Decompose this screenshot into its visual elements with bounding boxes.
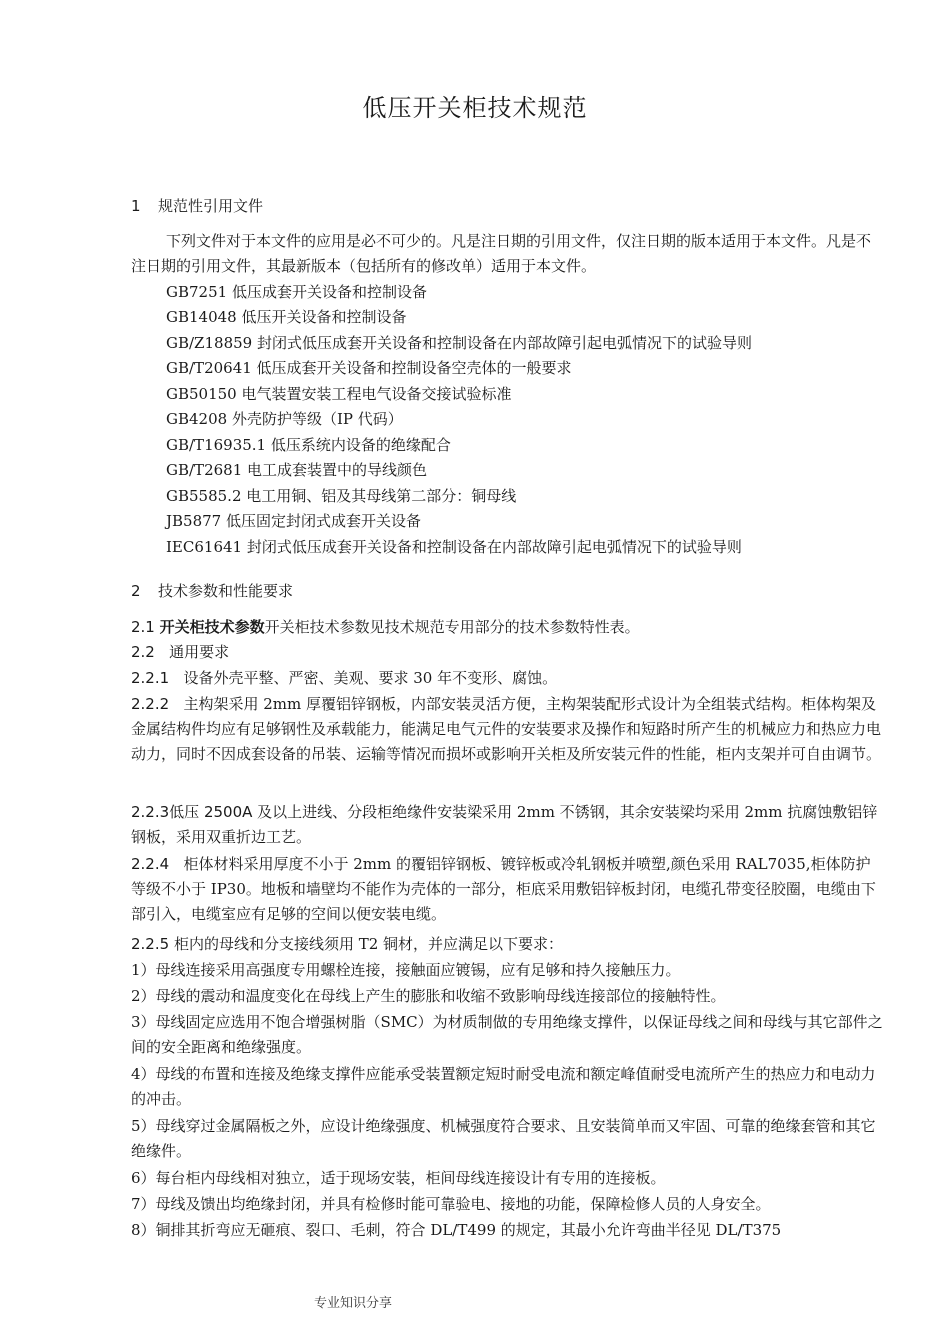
reference-item: GB50150 电气装置安装工程电气设备交接试验标准	[166, 385, 512, 403]
clause-2-1	[131, 615, 883, 640]
list-item: 3）母线固定应选用不饱合增强树脂（SMC）为材质制做的专用绝缘支撑件，以保证母线之间和母线与其它部件之间的安全距离和绝缘强度。	[131, 1013, 883, 1056]
list-item: 7）母线及馈出均绝缘封闭，并具有检修时能可靠验电、接地的功能，保障检修人员的人身安全。	[131, 1195, 771, 1213]
list-item: 4）母线的布置和连接及绝缘支撑件应能承受装置额定短时耐受电流和额定峰值耐受电流所产生的热应力和电动力的冲击。	[131, 1065, 876, 1108]
list-item: 6）每台柜内母线相对独立，适于现场安装，柜间母线连接设计有专用的连接板。	[131, 1169, 666, 1187]
clause-2-2-2	[131, 692, 883, 767]
clause-text-prefix: 低压	[169, 803, 204, 821]
list-item: 5）母线穿过金属隔板之外，应设计绝缘强度、机械强度符合要求、且安装简单而又牢固、可靠的绝缘套管和其它绝缘件。	[131, 1117, 876, 1160]
clause-term: 开关柜技术参数	[159, 618, 265, 636]
reference-item: IEC61641 封闭式低压成套开关设备和控制设备在内部故障引起电弧情况下的试验导则	[166, 538, 742, 556]
current-rating: 2500A	[203, 803, 253, 821]
clause-2-2-5	[131, 932, 883, 957]
list-item: 2）母线的震动和温度变化在母线上产生的膨胀和收缩不致影响母线连接部位的接触特性。	[131, 987, 726, 1005]
clause-number: 2.2.1	[131, 669, 170, 687]
list-item: 1）母线连接采用高强度专用螺栓连接，接触面应镀锡，应有足够和持久接触压力。	[131, 961, 681, 979]
reference-item: JB5877 低压固定封闭式成套开关设备	[166, 512, 421, 530]
section-1-intro: 下列文件对于本文件的应用是必不可少的。凡是注日期的引用文件，仅注日期的版本适用于本文件。凡是不注日期的引用文件，其最新版本（包括所有的修改单）适用于本文件。	[131, 232, 872, 275]
reference-item: GB/T2681 电工成套装置中的导线颜色	[166, 461, 428, 479]
clause-number: 2.2.5	[131, 935, 170, 953]
clause-text: 设备外壳平整、严密、美观、要求 30 年不变形、腐蚀。	[183, 669, 558, 687]
clause-text: 主构架采用 2mm 厚覆铝锌钢板，内部安装灵活方便，主构架装配形式设计为全组装式结构。柜体构架及金属结构件均应有足够钢性及承载能力，能满足电气元件的安装要求及操作和短路时所产生的机械应力和热应力电动力，同时不因成套设备的吊装、运输等情况而损坏或影响开关柜及所安装元件的性能，柜内支架并可自由调节。	[131, 695, 882, 763]
reference-item: GB14048 低压开关设备和控制设备	[166, 308, 407, 326]
reference-item: GB/Z18859 封闭式低压成套开关设备和控制设备在内部故障引起电弧情况下的试验导则	[166, 334, 752, 352]
clause-text: 柜体材料采用厚度不小于 2mm 的覆铝锌钢板、镀锌板或冷轧钢板并喷塑,颜色采用 RAL7035,柜体防护等级不小于 IP30。地板和墙壁均不能作为壳体的一部分，柜底采用敷铝锌板封闭，电缆孔带变径胶圈，电缆由下部引入，电缆室应有足够的空间以便安装电缆。	[131, 855, 876, 923]
clause-2-2-4	[131, 852, 883, 927]
document-title: 低压开关柜技术规范	[362, 94, 588, 122]
page-footer: 专业知识分享	[314, 1296, 393, 1311]
reference-item: GB/T20641 低压成套开关设备和控制设备空壳体的一般要求	[166, 359, 572, 377]
section-1-heading	[131, 195, 263, 216]
clause-number: 2.2	[131, 643, 155, 661]
list-item: 8）铜排其折弯应无砸痕、裂口、毛刺，符合 DL/T499 的规定，其最小允许弯曲半径见 DL/T375	[131, 1221, 782, 1239]
clause-number: 2.2.4	[131, 855, 170, 873]
reference-item: GB4208 外壳防护等级（IP 代码）	[166, 410, 403, 428]
clause-number: 2.2.2	[131, 695, 170, 713]
clause-number: 2.2.3	[131, 803, 170, 821]
clause-text: 开关柜技术参数见技术规范专用部分的技术参数特性表。	[264, 618, 640, 636]
reference-item: GB7251 低压成套开关设备和控制设备	[166, 283, 427, 301]
reference-item: GB5585.2 电工用铜、铝及其母线第二部分：铜母线	[166, 487, 517, 505]
clause-text: 柜内的母线和分支接线须用 T2 铜材，并应满足以下要求：	[173, 935, 564, 953]
clause-number: 2.1	[131, 618, 155, 636]
clause-2-2	[131, 640, 883, 665]
section-2-title: 技术参数和性能要求	[158, 582, 294, 600]
section-1-title: 规范性引用文件	[158, 197, 264, 215]
clause-text: 及以上进线、分段柜绝缘件安装梁采用 2mm 不锈钢，其余安装梁均采用 2mm 抗腐蚀敷铝锌钢板，采用双重折边工艺。	[131, 803, 878, 846]
clause-heading: 通用要求	[169, 643, 230, 661]
section-2-number: 2	[131, 582, 141, 600]
section-2-heading	[131, 580, 293, 601]
section-1-number: 1	[131, 197, 141, 215]
clause-2-2-3	[131, 800, 883, 850]
clause-2-2-1	[131, 666, 883, 691]
reference-item: GB/T16935.1 低压系统内设备的绝缘配合	[166, 436, 451, 454]
